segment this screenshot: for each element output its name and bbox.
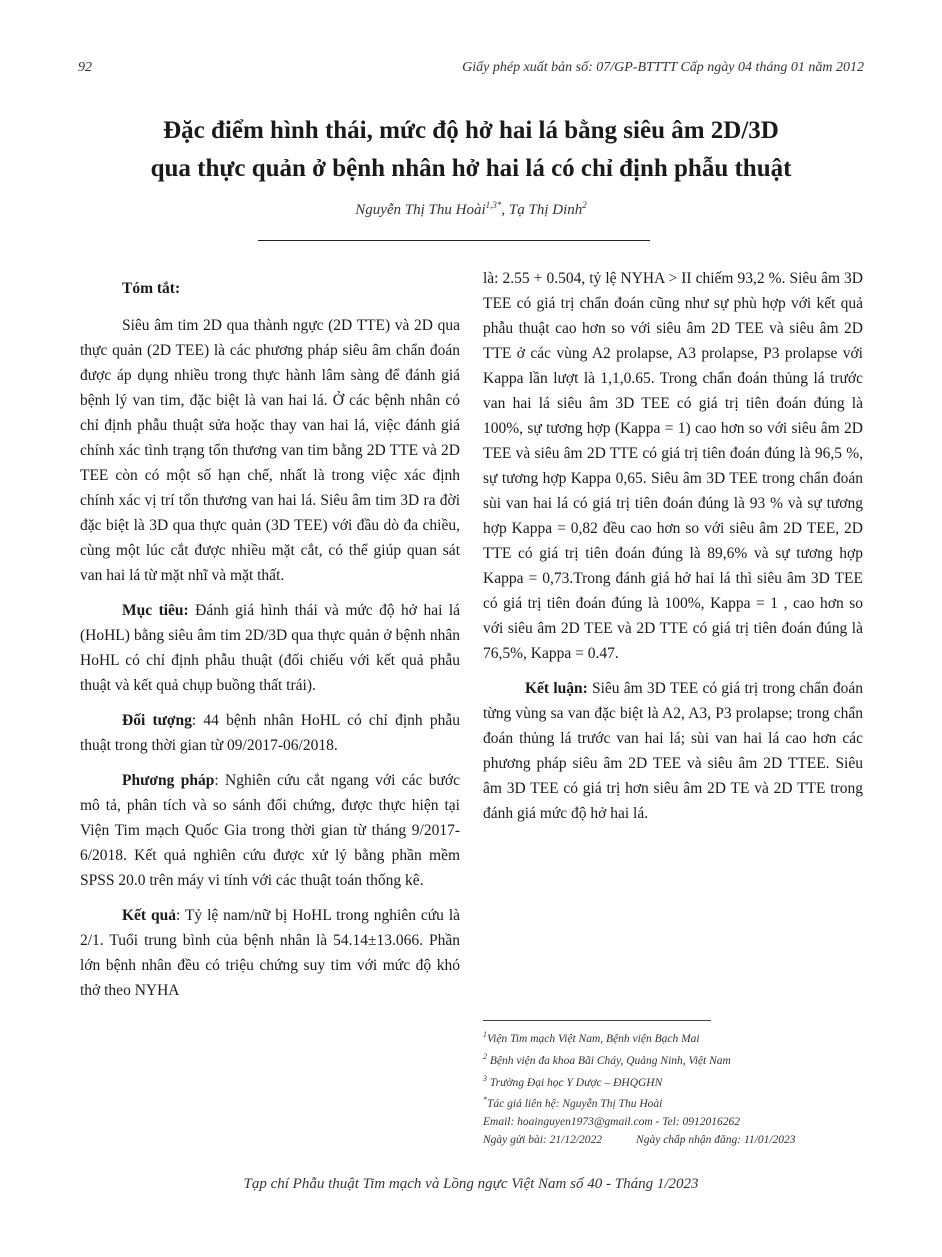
title-divider [258,240,650,241]
footnotes [483,1026,883,1149]
abstract-left-column [80,276,460,1013]
accepted-date: Ngày chấp nhận đăng: 11/01/2023 [636,1134,796,1147]
conclusion-label: Kết luận: [525,680,588,697]
methods-text: : Nghiên cứu cắt ngang với các bước mô tả, phân tích và so sánh đối chứng, được thực hiện tại Viện Tim mạch Quốc Gia trong thời gian từ tháng 9/2017- 6/2018. Kết quả nghiên cứu được xử lý bằng phần mềm SPSS 20.0 trên máy vi tính với các thuật toán thống kê. [80,772,460,889]
footnote-contact: Email: hoainguyen1973@gmail.com - Tel: 0912016262 [483,1116,741,1129]
author-affiliation-marker: 2 [582,200,587,210]
license-notice: Giấy phép xuất bản số: 07/GP-BTTTT Cấp ngày 04 tháng 01 năm 2012 [462,60,864,75]
title-line-1: Đặc điểm hình thái, mức độ hở hai lá bằng siêu âm 2D/3D [163,117,779,144]
running-head [78,60,864,80]
received-date: Ngày gửi bài: 21/12/2022 [483,1134,603,1147]
title-line-2: qua thực quản ở bệnh nhân hở hai lá có chỉ định phẫu thuật [150,155,792,182]
objective-label: Mục tiêu: [122,602,189,619]
author-affiliation-marker: 1,3* [485,200,502,210]
methods-label: Phương pháp [122,772,215,789]
abstract-intro: Siêu âm tim 2D qua thành ngực (2D TTE) và 2D qua thực quản (2D TEE) là các phương pháp siêu âm chẩn đoán được áp dụng nhiều trong thực hành lâm sàng để đánh giá bệnh lý van tim, đặc biệt là van hai lá. Ở các bệnh nhân có chỉ định phẫu thuật sửa hoặc thay van hai lá, việc đánh giá chính xác tình trạng tổn thương van tim bằng 2D TTE và 2D TEE còn có một số hạn chế, nhất là trong việc xác định chính xác vị trí tổn thương van hai lá. Siêu âm tim 3D ra đời đặc biệt là 3D qua thực quản (3D TEE) với đầu dò đa chiều, cùng một lúc cắt được nhiều mặt cắt, có thể giúp quan sát van hai lá từ mặt nhĩ và mặt thất. [80,317,460,584]
footnote-corresponding-author: *Tác giả liên hệ: Nguyễn Thị Thu Hoài [483,1095,663,1111]
author-separator: , [501,202,509,218]
author-name: Tạ Thị Dinh [508,202,583,218]
conclusion-text: Siêu âm 3D TEE có giá trị trong chẩn đoán từng vùng sa van đặc biệt là A2, A3, P3 prolapse; trong chẩn đoán thủng lá trước van hai lá; sùi van hai lá cao hơn các phương pháp siêu âm 2D TEE và siêu âm 2D TTEE. Siêu âm 3D TEE có giá trị hơn siêu âm 2D TE và 2D TTE trong đánh giá mức độ hở hai lá. [483,680,863,822]
abstract-conclusion [483,676,863,826]
abstract-results-continued: là: 2.55 + 0.504, tỷ lệ NYHA > II chiếm 93,2 %. Siêu âm 3D TEE có giá trị chẩn đoán cũng như sự phù hợp với kết quả phẫu thuật cao hơn so với siêu âm 2D TEE và siêu âm 2D TTE ở các vùng A2 prolapse, A3 prolapse, P3 prolapse với Kappa lần lượt là 1,1,0.65. Trong chẩn đoán thủng lá trước van hai lá siêu âm 3D TEE có giá trị tiên đoán đúng là 100%, sự tương hợp (Kappa = 1) cao hơn so với siêu âm 2D TEE và siêu âm 2D TTE có giá trị tiên đoán đúng là 96,5 %, sự tương hợp Kappa 0,65. Siêu âm 3D TEE trong chẩn đoán sùi van hai lá có giá trị tiên đoán đúng là 93 % và sự tương hợp Kappa = 0,82 đều cao hơn so với siêu âm 2D TEE, 2D TTE có giá trị tiên đoán đúng là 89,6% và sự tương hợp Kappa = 0,73.Trong đánh giá hở hai lá thì siêu âm 3D TEE có giá trị tiên đoán đúng là 100%, Kappa = 1 , cao hơn so với siêu âm 2D TEE và 2D TTE có giá trị tiên đoán đúng là 76,5%, Kappa = 0.47. [483,270,863,662]
abstract-subjects [80,708,460,758]
objective-text: Đánh giá hình thái và mức độ hở hai lá (HoHL) bằng siêu âm tim 2D/3D qua thực quản ở bệnh nhân HoHL có chỉ định phẫu thuật (đối chiếu với kết quả phẫu thuật và kết quả chụp buồng thất trái). [80,602,461,694]
footnote-affiliation-1: $^1$Viện Tim mạch Việt Nam, Bệnh viện Bạch Mai [483,1030,700,1045]
results-text: : Tỷ lệ nam/nữ bị HoHL trong nghiên cứu là 2/1. Tuổi trung bình của bệnh nhân là 54.14±13.066. Phần lớn bệnh nhân đều có triệu chứng suy tim với mức độ khó thở theo NYHA [80,907,461,999]
abstract-results [80,903,460,1003]
article-title [60,112,882,188]
footnote-affiliation-3: $^3$ Trường Đại học Y Dược – ĐHQGHN [483,1073,663,1089]
footnote-dates [483,1131,883,1149]
author-name: Nguyễn Thị Thu Hoài [355,202,486,218]
results-label: Kết quả [122,907,177,924]
abstract-objective [80,598,460,698]
page-number: 92 [78,60,92,75]
abstract-right-column [483,266,863,836]
author-list [0,200,942,219]
abstract-heading: Tóm tắt: [122,280,181,297]
journal-footer: Tạp chí Phẫu thuật Tim mạch và Lồng ngực Việt Nam số 40 - Tháng 1/2023 [243,1176,699,1192]
subjects-text: : 44 bệnh nhân HoHL có chỉ định phẫu thuật trong thời gian từ 09/2017-06/2018. [80,712,460,754]
footnote-divider [483,1020,711,1021]
abstract-methods [80,768,460,893]
subjects-label: Đối tượng [122,712,192,729]
footnote-affiliation-2: $^2$ Bệnh viện đa khoa Bãi Cháy, Quảng Ninh, Việt Nam [483,1051,731,1067]
